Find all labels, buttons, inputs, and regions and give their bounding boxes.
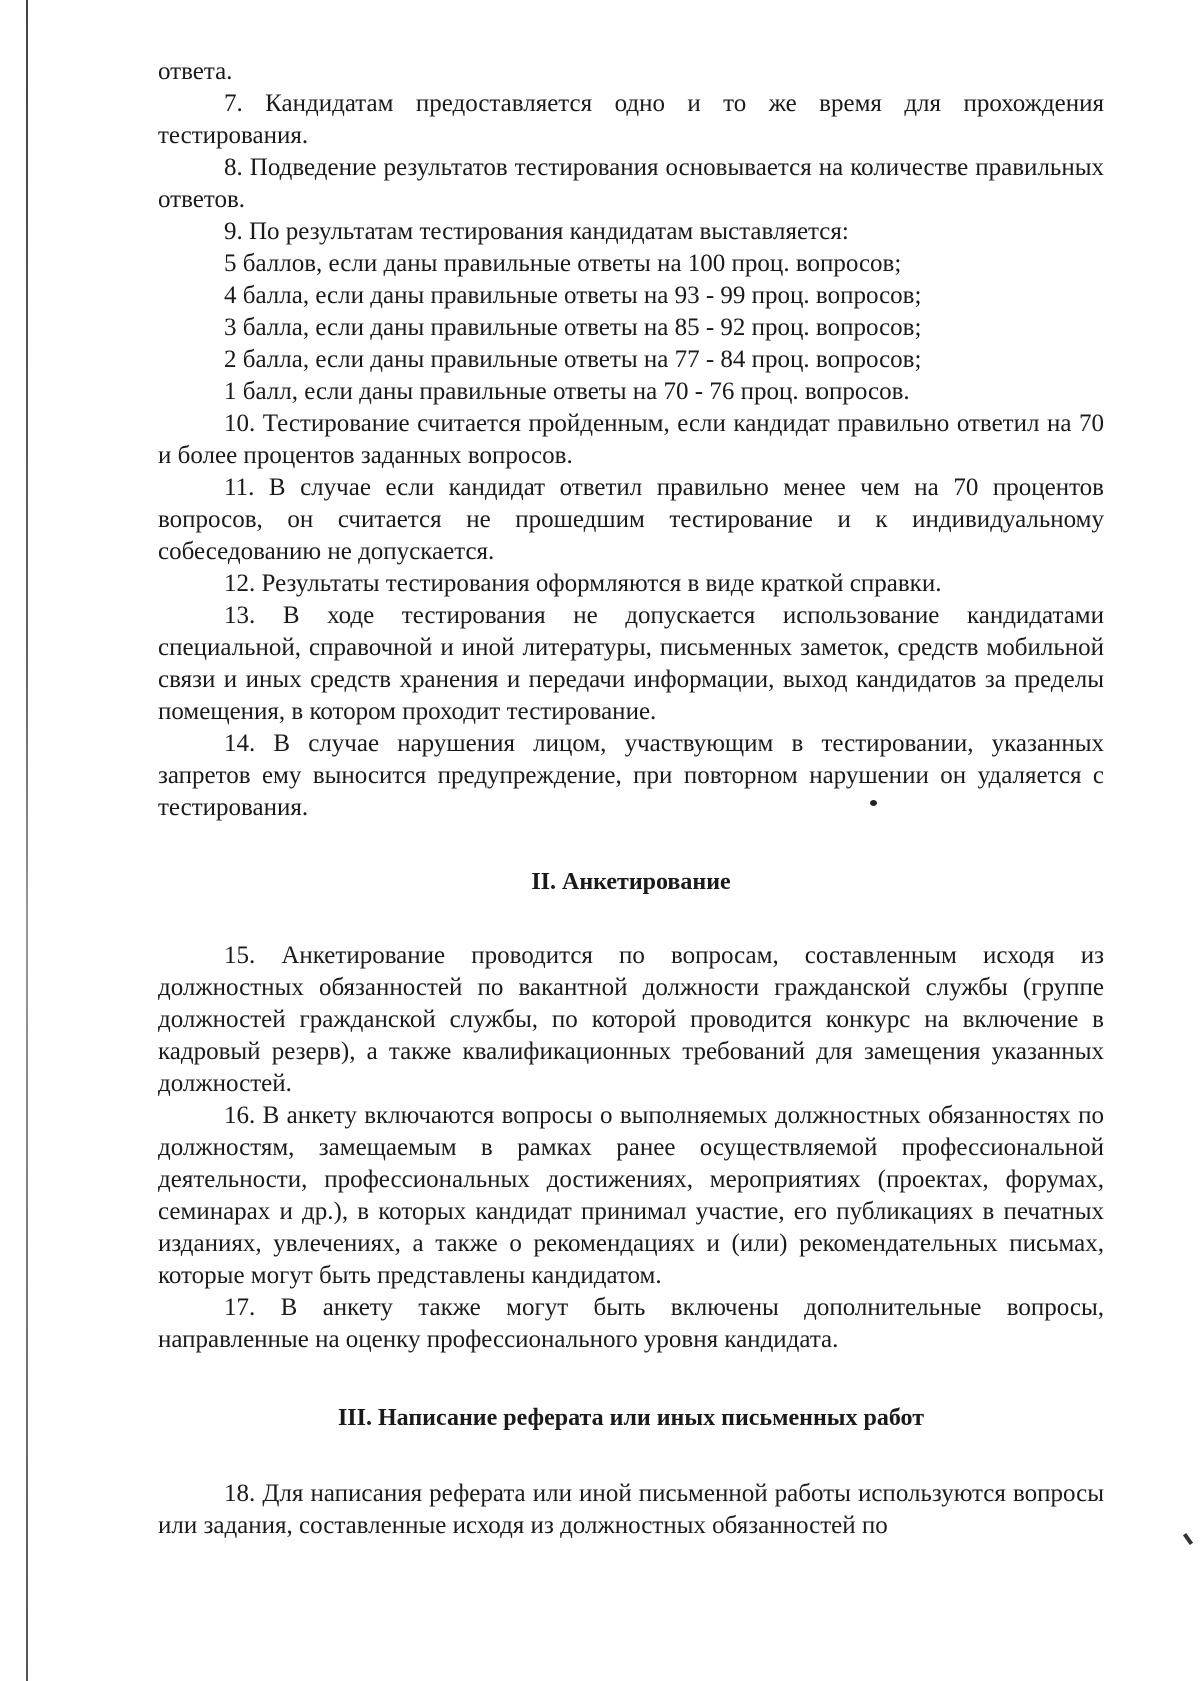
paragraph-14: 14. В случае нарушения лицом, участвующим в тестировании, указанных запретов ему выносится предупреждение, при повторном нарушении он удаляется с тестирования. xyxy=(158,730,1104,821)
paragraph-15: 15. Анкетирование проводится по вопросам, составленным исходя из должностных обязанностей по вакантной должности гражданской службы (группе должностей гражданской службы, по которой проводится конкурс на включение в кадровый резерв), а также квалификационных требований для замещения указанных должностей. xyxy=(158,942,1104,1097)
document-page xyxy=(158,56,1104,1542)
paragraph-11: 11. В случае если кандидат ответил правильно менее чем на 70 процентов вопросов, он считается не прошедшим тестирование и к индивидуальному собеседованию не допускается. xyxy=(158,474,1104,565)
paragraph-18: 18. Для написания реферата или иной письменной работы используются вопросы или задания, составленные исходя из должностных обязанностей по xyxy=(158,1480,1104,1539)
section-2-body xyxy=(158,940,1104,1356)
paragraph-13: 13. В ходе тестирования не допускается использование кандидатами специальной, справочной и иной литературы, письменных заметок, средств мобильной связи и иных средств хранения и передачи информации, выход кандидатов за пределы помещения, в котором проходит тестирование. xyxy=(158,602,1104,725)
score-line-4: 4 балла, если даны правильные ответы на 93 - 99 проц. вопросов; xyxy=(224,282,922,309)
score-line-5: 5 баллов, если даны правильные ответы на 100 проц. вопросов; xyxy=(224,250,902,277)
score-line-3: 3 балла, если даны правильные ответы на 85 - 92 проц. вопросов; xyxy=(224,314,922,341)
section-1-body xyxy=(158,56,1104,824)
paragraph-10: 10. Тестирование считается пройденным, если кандидат правильно ответил на 70 и более процентов заданных вопросов. xyxy=(158,410,1104,469)
paragraph-7: 7. Кандидатам предоставляется одно и то же время для прохождения тестирования. xyxy=(158,90,1104,149)
paragraph-12: 12. Результаты тестирования оформляются в виде краткой справки. xyxy=(224,570,942,597)
section-2-heading: II. Анкетирование xyxy=(531,869,731,895)
scan-edge-line xyxy=(26,0,28,1681)
scan-edge-mark xyxy=(1183,1533,1193,1545)
section-3-body xyxy=(158,1478,1104,1542)
paragraph-9: 9. По результатам тестирования кандидатам выставляется: xyxy=(224,218,849,245)
section-3-heading: III. Написание реферата или иных письменных работ xyxy=(337,1405,925,1431)
paragraph-17: 17. В анкету также могут быть включены дополнительные вопросы, направленные на оценку профессионального уровня кандидата. xyxy=(158,1294,1104,1353)
score-line-2: 2 балла, если даны правильные ответы на 77 - 84 проц. вопросов; xyxy=(224,346,922,373)
paragraph-16: 16. В анкету включаются вопросы о выполняемых должностных обязанностях по должностям, замещаемым в рамках ранее осуществляемой профессиональной деятельности, профессиональных достижениях, мероприятиях (проектах, форумах, семинарах и др.), в которых кандидат принимал участие, его публикациях в печатных изданиях, увлечениях, а также о рекомендациях и (или) рекомендательных письмах, которые могут быть представлены кандидатом. xyxy=(158,1102,1104,1289)
scan-speck xyxy=(870,800,877,806)
score-line-1: 1 балл, если даны правильные ответы на 70 - 76 проц. вопросов. xyxy=(224,378,910,405)
paragraph-continuation: ответа. xyxy=(158,58,233,85)
paragraph-8: 8. Подведение результатов тестирования основывается на количестве правильных ответов. xyxy=(158,154,1104,213)
